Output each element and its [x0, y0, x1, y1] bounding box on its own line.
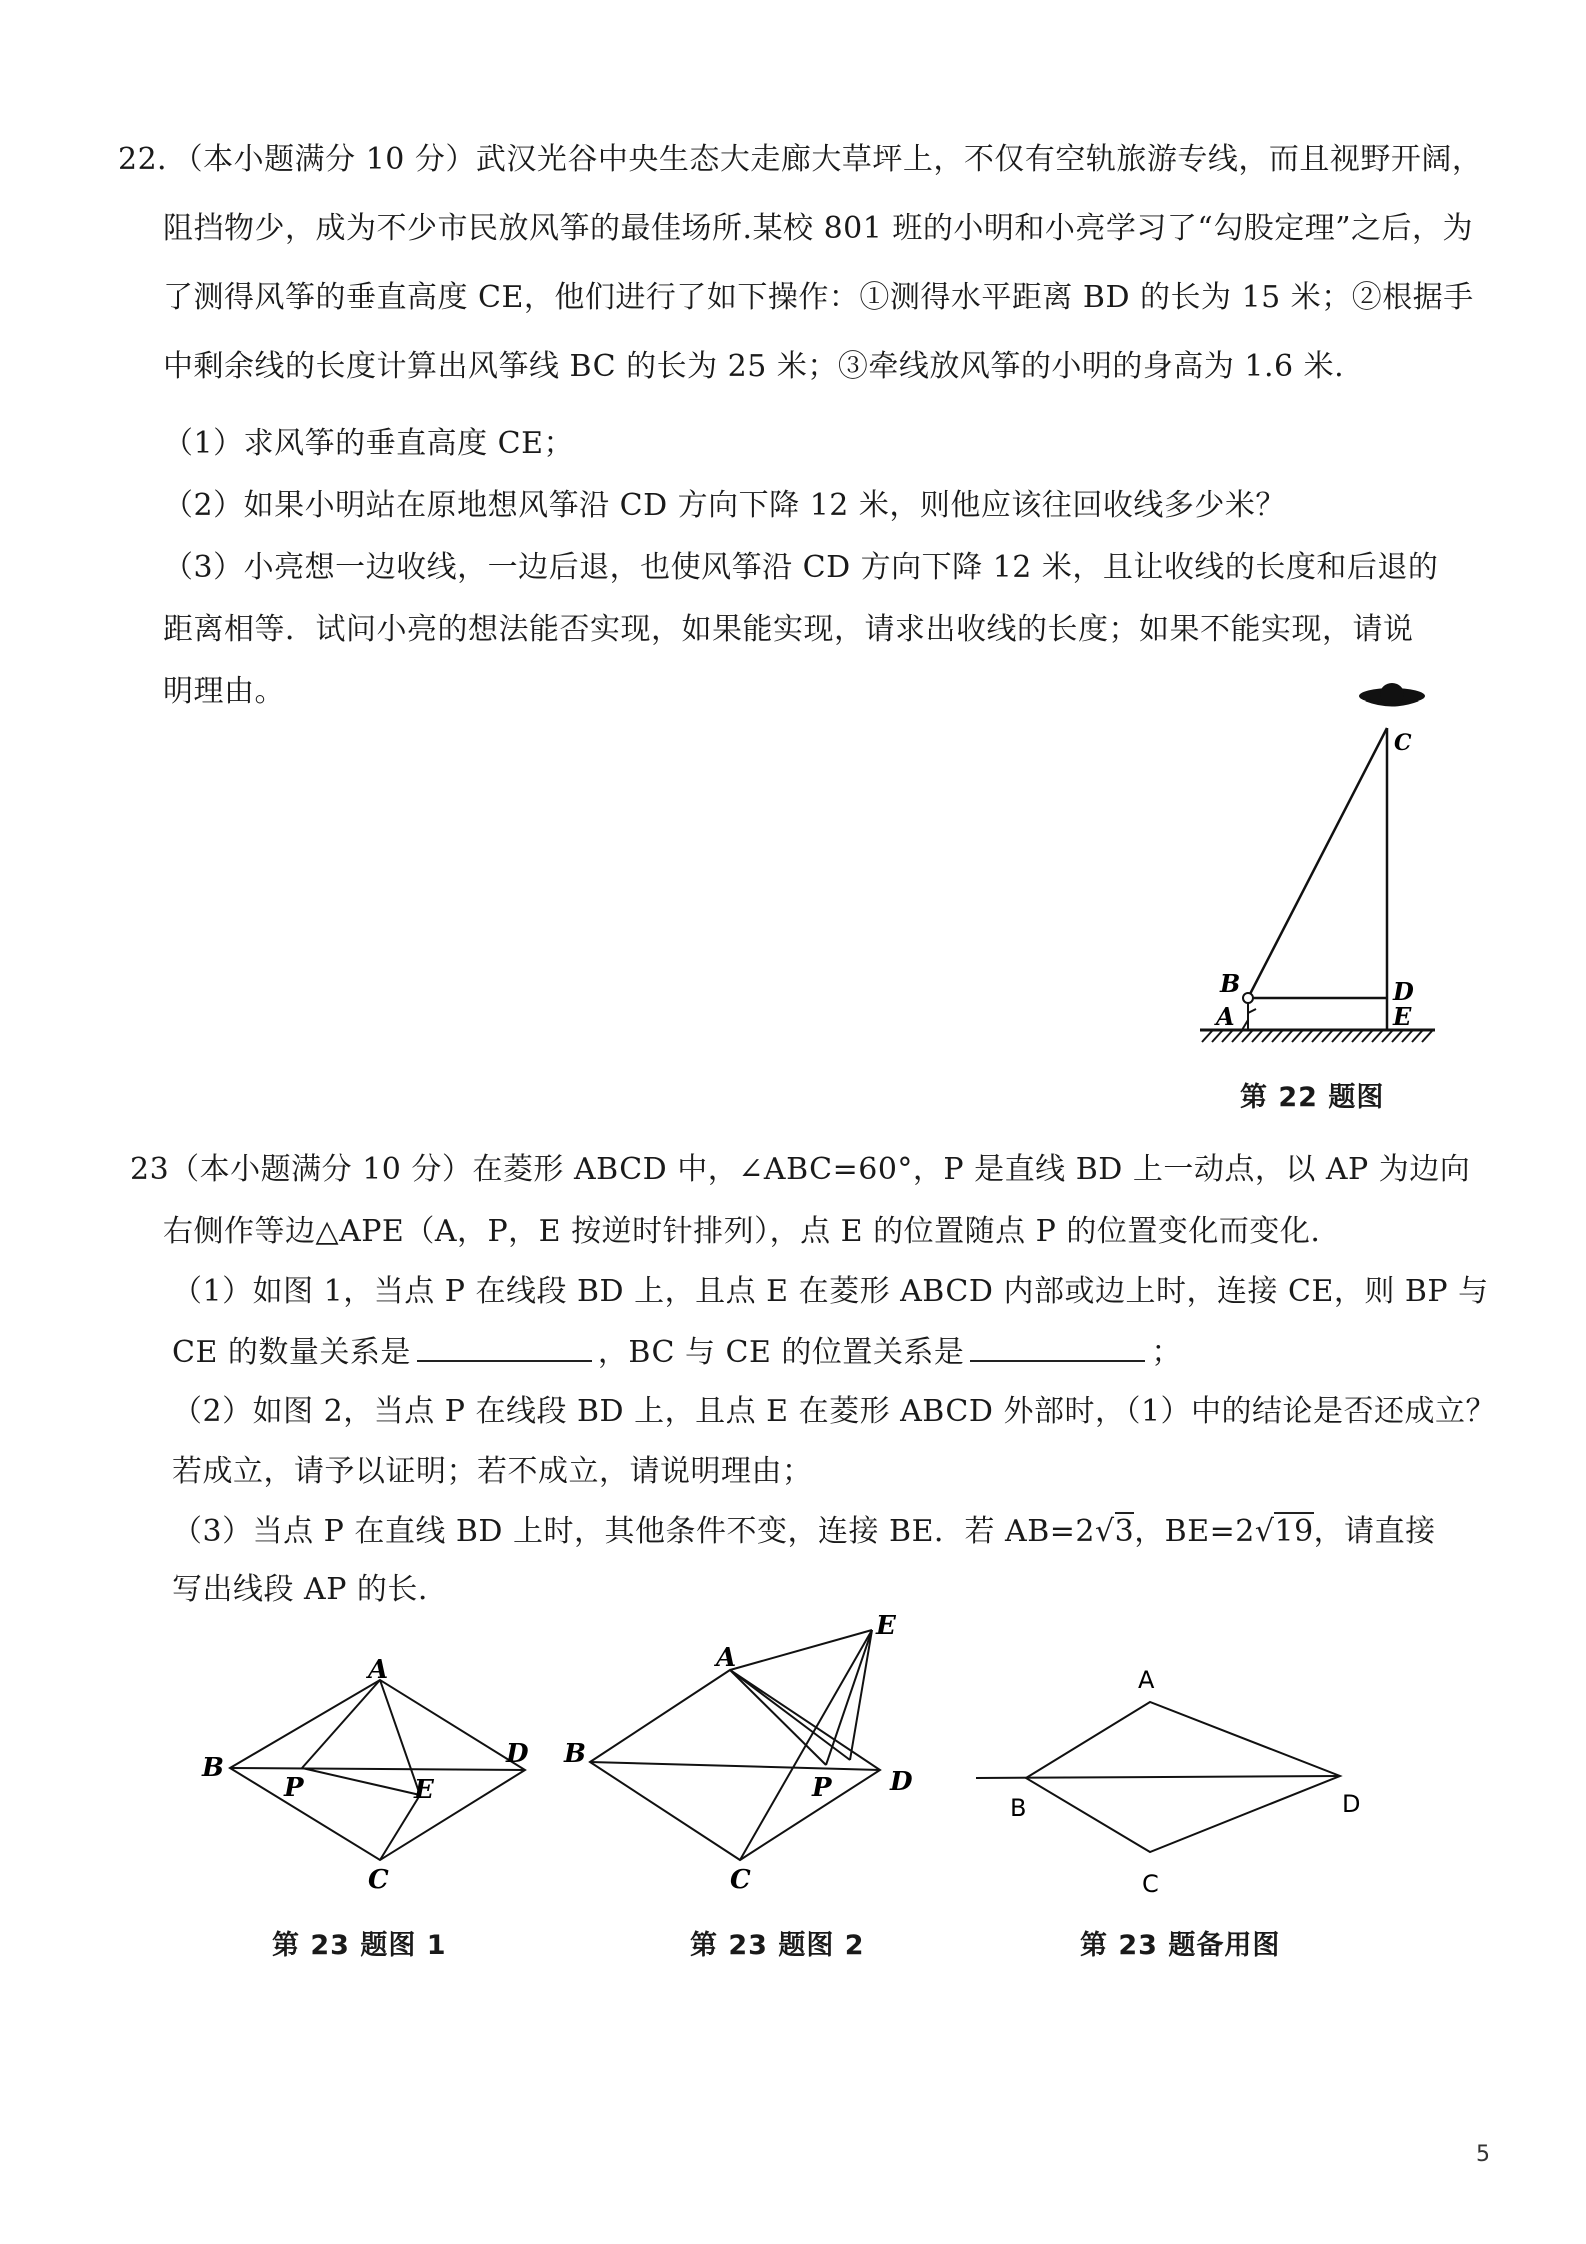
- person-icon: [1242, 993, 1256, 1030]
- radicand-19: 19: [1274, 1514, 1314, 1549]
- q23-part-1b: [172, 1332, 1182, 1373]
- q23-part-1b-pre: CE 的数量关系是: [172, 1335, 411, 1370]
- q23-part-2a: （2）如图 2，当点 P 在线段 BD 上，且点 E 在菱形 ABCD 外部时，（1）中的结论是否还成立？: [172, 1394, 1497, 1429]
- label-d: D: [1393, 977, 1414, 1006]
- q22-part-2: （2）如果小明站在原地想风筝沿 CD 方向下降 12 米，则他应该往回收线多少米？: [163, 488, 1286, 523]
- label-c: C: [730, 1865, 751, 1895]
- segment-ae: [730, 1630, 872, 1670]
- q23-part-3a: [172, 1512, 1436, 1552]
- label-a: A: [1138, 1666, 1155, 1694]
- q22-line-2: 阻挡物少，成为不少市民放风筝的最佳场所.某校 801 班的小明和小亮学习了“勾股定理”之后，为: [163, 211, 1474, 246]
- q23-figure-2-caption: 第 23 题图 2: [690, 1930, 865, 1961]
- q22-figure-caption: 第 22 题图: [1240, 1082, 1385, 1113]
- label-p: P: [812, 1773, 832, 1803]
- page-number: 5: [1476, 2142, 1490, 2167]
- q23-part-3a-pre: （3）当点 P 在直线 BD 上时，其他条件不变，连接 BE．若 AB=2: [172, 1514, 1095, 1549]
- sqrt-sign-icon: √: [1094, 1514, 1115, 1549]
- radicand-3: 3: [1114, 1514, 1135, 1549]
- sqrt-sign-icon: √: [1254, 1514, 1275, 1549]
- label-c: C: [368, 1865, 389, 1895]
- answer-blank-1[interactable]: [417, 1332, 592, 1362]
- q23-figure-1-caption: 第 23 题图 1: [272, 1930, 447, 1961]
- q22-line-1: 22．（本小题满分 10 分）武汉光谷中央生态大走廊大草坪上，不仅有空轨旅游专线，而且视野开阔，: [118, 142, 1483, 177]
- q23-part-3a-mid: ，BE=2: [1134, 1514, 1255, 1549]
- q23-line-2: 右侧作等边△APE（A，P，E 按逆时针排列），点 E 的位置随点 P 的位置变化而变化.: [163, 1214, 1321, 1249]
- q23-part-1a: （1）如图 1，当点 P 在线段 BD 上，且点 E 在菱形 ABCD 内部或边上时，连接 CE，则 BP 与: [172, 1274, 1489, 1309]
- q22-part-3b: 距离相等．试问小亮的想法能否实现，如果能实现，请求出收线的长度；如果不能实现，请说: [163, 612, 1414, 647]
- segment-bc: [1248, 728, 1387, 998]
- q23-figure-1: [190, 1650, 550, 1900]
- q22-part-3a: （3）小亮想一边收线，一边后退，也使风筝沿 CD 方向下降 12 米，且让收线的长度和后退的: [163, 550, 1439, 585]
- q23-figure-spare-caption: 第 23 题备用图: [1080, 1930, 1281, 1961]
- label-e: E: [414, 1775, 434, 1805]
- q22-line-3: 了测得风筝的垂直高度 CE，他们进行了如下操作：①测得水平距离 BD 的长为 15 米；②根据手: [163, 280, 1474, 315]
- label-a: A: [716, 1643, 737, 1673]
- q22-part-1: （1）求风筝的垂直高度 CE；: [163, 426, 574, 461]
- label-e: E: [1393, 1002, 1412, 1031]
- q22-line-4: 中剩余线的长度计算出风筝线 BC 的长为 25 米；③牵线放风筝的小明的身高为 1.6 米.: [163, 349, 1345, 384]
- kite-icon: [1359, 683, 1425, 705]
- segment-ap: [302, 1680, 380, 1768]
- q23-line-1: 23（本小题满分 10 分）在菱形 ABCD 中，∠ABC=60°，P 是直线 BD 上一动点，以 AP 为边向: [130, 1152, 1471, 1187]
- label-d: D: [890, 1767, 913, 1797]
- label-p: P: [284, 1773, 304, 1803]
- q23-figure-2: [560, 1610, 940, 1900]
- diagonal-bd: [590, 1762, 880, 1770]
- label-d: D: [1342, 1790, 1361, 1818]
- label-b: B: [1220, 969, 1241, 998]
- label-b: B: [202, 1753, 224, 1783]
- label-a: A: [368, 1655, 389, 1685]
- q23-part-3b: 写出线段 AP 的长.: [172, 1572, 428, 1607]
- label-e: E: [876, 1611, 896, 1641]
- label-b: B: [1010, 1794, 1027, 1822]
- label-c: C: [1394, 730, 1412, 756]
- q23-part-1b-mid: ，BC 与 CE 的位置关系是: [597, 1335, 965, 1370]
- q23-part-1b-end: ；: [1151, 1335, 1182, 1370]
- diagonal-bd: [230, 1768, 525, 1770]
- q23-figure-spare: [970, 1630, 1390, 1910]
- q23-part-3a-end: ，请直接: [1313, 1514, 1436, 1549]
- label-b: B: [564, 1739, 586, 1769]
- segment-ap: [730, 1670, 826, 1765]
- label-a: A: [1216, 1002, 1235, 1031]
- q22-part-3c: 明理由。: [163, 674, 285, 709]
- answer-blank-2[interactable]: [970, 1332, 1145, 1362]
- q23-part-2b: 若成立，请予以证明；若不成立，请说明理由；: [172, 1454, 813, 1489]
- q22-figure: [1180, 680, 1450, 1060]
- segment-pe: [302, 1768, 420, 1795]
- label-c: C: [1142, 1870, 1159, 1898]
- label-d: D: [506, 1739, 529, 1769]
- segment-ae-inner: [730, 1670, 850, 1760]
- ground-hatching: [1202, 1031, 1432, 1042]
